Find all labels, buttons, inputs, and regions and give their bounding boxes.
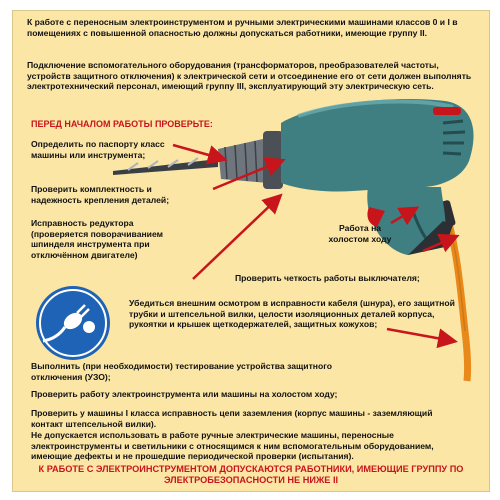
safety-poster — [12, 10, 490, 492]
step-rcd-test: Выполнить (при необходимости) тестирование устройства защитного отключения (УЗО); — [31, 361, 332, 382]
intro-paragraph-1: К работе с переносным электроинструментом и ручными электрическими машинами классов 0 и I в помещениях с повышенной опасностью должны допускаться работники, имеющие группу II. — [27, 17, 458, 38]
plug-icon — [33, 283, 113, 363]
step-completeness: Проверить комплектность и надежность крепления деталей; — [31, 184, 170, 205]
step-grounding: Проверить у машины I класса исправность цепи заземления (корпус машины - заземляющий контакт штепсельной вилки). — [31, 408, 433, 429]
arrow-to-switch — [423, 237, 455, 251]
arrow-idle — [391, 209, 415, 223]
arrow-to-reducer — [193, 197, 279, 279]
callout-idle-run: Работа на холостом ходу — [328, 223, 392, 244]
step-defects: Не допускается использовать в работе ручные электрические машины, переносные электроинструменты и светильники с относящимся к ним вспомогательным оборудованием, имеющие дефекты и не прошедшие периодической проверки (испытания). — [31, 430, 434, 462]
step-reducer: Исправность редуктора (проверяется поворачиванием шпинделя инструмента при отключённом двигателе) — [31, 218, 163, 260]
arrow-to-body — [213, 161, 281, 189]
arrow-to-cable — [387, 329, 453, 341]
step-switch: Проверить четкость работы выключателя; — [235, 273, 420, 283]
intro-paragraph-2: Подключение вспомогательного оборудования (трансформаторов, преобразователей частоты, устройств защитного отключения) к электрической сети и отсоединение его от сети должен выполнять электротехнический персонал, имеющий группу III, эксплуатирующий эту электрическую сеть. — [27, 60, 472, 92]
check-heading: ПЕРЕД НАЧАЛОМ РАБОТЫ ПРОВЕРЬТЕ: — [31, 119, 213, 129]
step-idle-test: Проверить работу электроинструмента или машины на холостом ходу; — [31, 389, 338, 399]
footer-requirement: К РАБОТЕ С ЭЛЕКТРОИНСТРУМЕНТОМ ДОПУСКАЮТСЯ РАБОТНИКИ, ИМЕЮЩИЕ ГРУППУ ПО ЭЛЕКТРОБЕЗОПАСНОСТИ НЕ НИЖЕ II — [38, 464, 464, 485]
step-passport-class: Определить по паспорту класс машины или инструмента; — [31, 139, 165, 160]
step-external-inspection: Убедиться внешним осмотром в исправности кабеля (шнура), его защитной трубки и штепсельной вилки, целости изоляционных деталей корпуса, рукоятки и крышек щеткодержателей, защитных кожухов; — [129, 298, 455, 330]
